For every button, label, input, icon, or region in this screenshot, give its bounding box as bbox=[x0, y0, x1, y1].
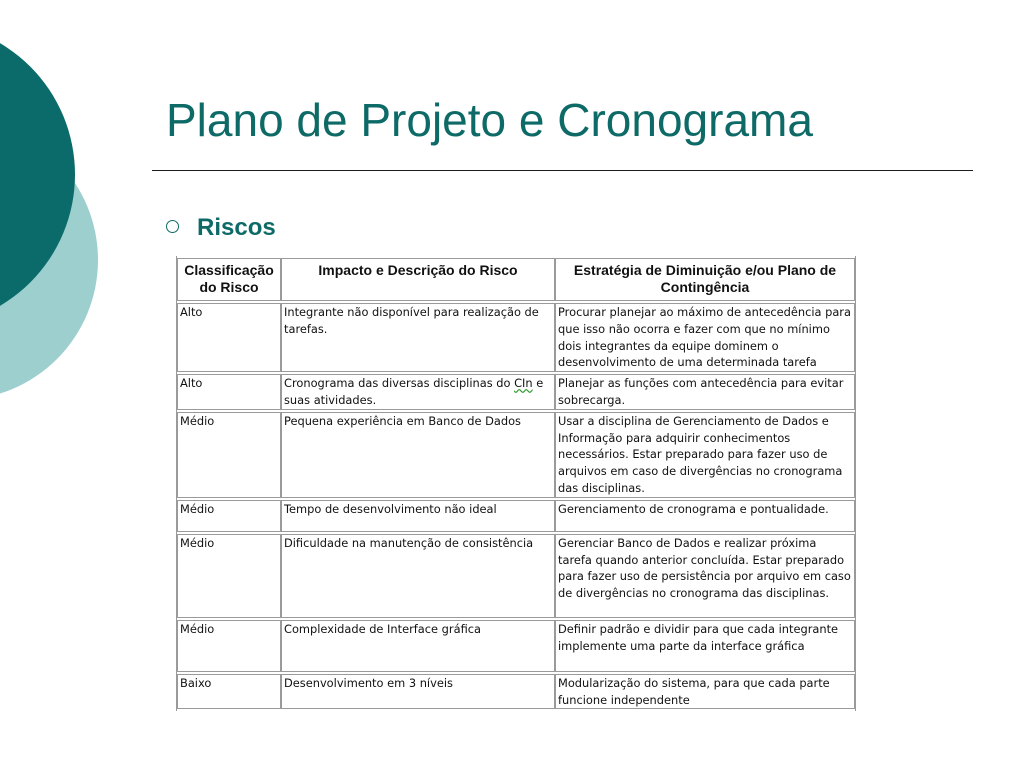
risk-level-cell: Médio bbox=[177, 534, 281, 618]
risk-table bbox=[176, 256, 856, 711]
bullet-label: Riscos bbox=[197, 214, 276, 241]
hollow-circle-bullet-icon bbox=[166, 220, 179, 233]
risk-level-cell: Alto bbox=[177, 303, 281, 372]
risk-level-cell: Médio bbox=[177, 412, 281, 498]
risk-level-cell: Baixo bbox=[177, 674, 281, 710]
risk-strategy-cell: Modularização do sistema, para que cada parte funcione independente bbox=[555, 674, 855, 710]
risk-impact-cell: Dificuldade na manutenção de consistência bbox=[281, 534, 555, 618]
risk-impact-cell: Integrante não disponível para realização de tarefas. bbox=[281, 303, 555, 372]
table-row bbox=[177, 500, 855, 532]
risk-strategy-cell: Gerenciar Banco de Dados e realizar próxima tarefa quando anterior concluída. Estar preparado para fazer uso de persistência por arquivo em caso de divergências no cronograma das disciplinas. bbox=[555, 534, 855, 618]
risk-impact-cell bbox=[281, 374, 555, 410]
risk-impact-cell: Tempo de desenvolvimento não ideal bbox=[281, 500, 555, 532]
risk-impact-cell: Pequena experiência em Banco de Dados bbox=[281, 412, 555, 498]
table-row bbox=[177, 374, 855, 410]
header-risk-classification: Classificação do Risco bbox=[177, 258, 281, 301]
risk-strategy-cell: Planejar as funções com antecedência para evitar sobrecarga. bbox=[555, 374, 855, 410]
risk-strategy-cell: Procurar planejar ao máximo de antecedência para que isso não ocorra e fazer com que no mínimo dois integrantes da equipe dominem o desenvolvimento de uma determinada tarefa bbox=[555, 303, 855, 372]
risk-strategy-cell: Usar a disciplina de Gerenciamento de Dados e Informação para adquirir conhecimentos necessários. Estar preparado para fazer uso de arquivos em caso de divergências no cronograma das disciplinas. bbox=[555, 412, 855, 498]
risk-level-cell: Alto bbox=[177, 374, 281, 410]
table-header-row bbox=[177, 258, 855, 301]
header-mitigation-strategy: Estratégia de Diminuição e/ou Plano de Contingência bbox=[555, 258, 855, 301]
table-row bbox=[177, 620, 855, 672]
risk-strategy-cell: Definir padrão e dividir para que cada integrante implemente uma parte da interface gráfica bbox=[555, 620, 855, 672]
slide-title: Plano de Projeto e Cronograma bbox=[166, 94, 813, 146]
risk-impact-text: Cronograma das diversas disciplinas do bbox=[284, 376, 515, 391]
risk-impact-text: e suas atividades. bbox=[284, 376, 544, 407]
table-row bbox=[177, 534, 855, 618]
table-row bbox=[177, 412, 855, 498]
risk-level-cell: Médio bbox=[177, 620, 281, 672]
risk-impact-cell: Complexidade de Interface gráfica bbox=[281, 620, 555, 672]
bullet-item-riscos bbox=[166, 212, 276, 244]
table-row bbox=[177, 674, 855, 710]
risk-strategy-cell: Gerenciamento de cronograma e pontualidade. bbox=[555, 500, 855, 532]
spellcheck-marked-word: CIn bbox=[514, 376, 533, 391]
header-impact-description: Impacto e Descrição do Risco bbox=[281, 258, 555, 301]
title-divider bbox=[152, 170, 973, 171]
table-row bbox=[177, 303, 855, 372]
risk-level-cell: Médio bbox=[177, 500, 281, 532]
risk-impact-cell: Desenvolvimento em 3 níveis bbox=[281, 674, 555, 710]
